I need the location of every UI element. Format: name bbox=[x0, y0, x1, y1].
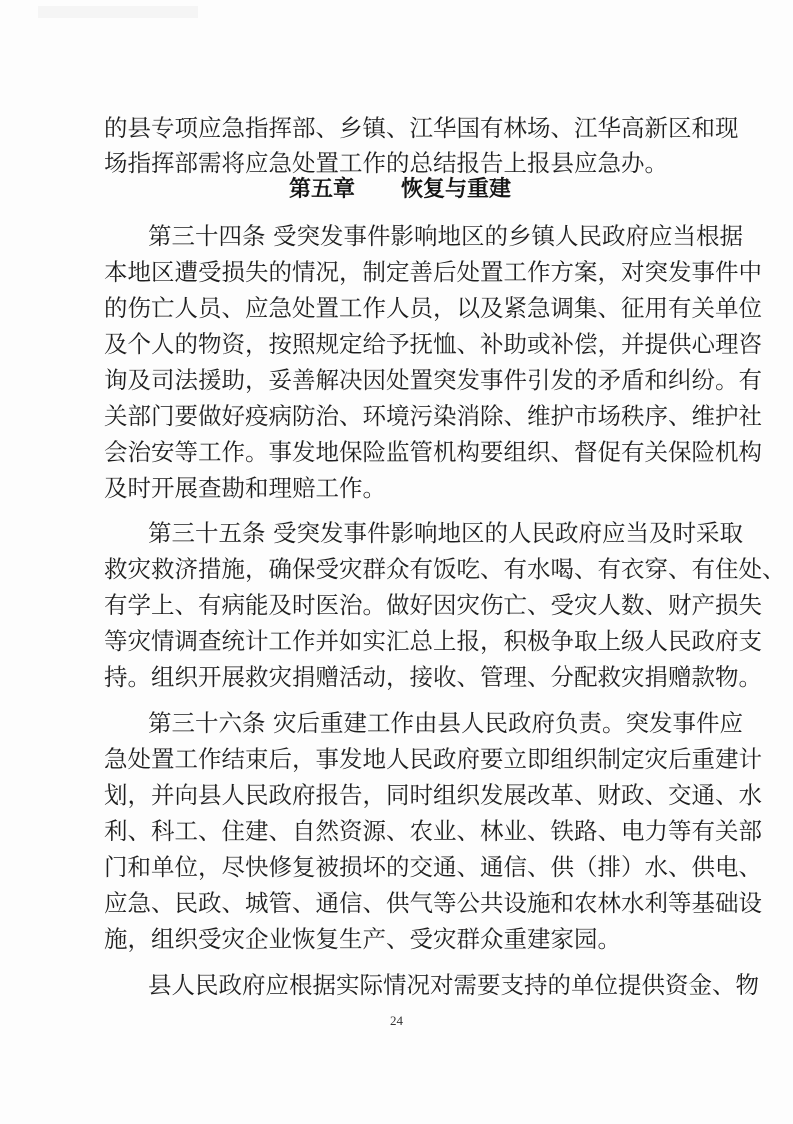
paragraph-line: 关部门要做好疫病防治、环境污染消除、维护市场秩序、维护社 bbox=[104, 402, 762, 430]
text-line: 的县专项应急指挥部、乡镇、江华国有林场、江华高新区和现 bbox=[104, 114, 739, 142]
paragraph-line: 会治安等工作。事发地保险监管机构要组织、督促有关保险机构 bbox=[104, 438, 762, 466]
paragraph-line: 的伤亡人员、应急处置工作人员，以及紧急调集、征用有关单位 bbox=[104, 294, 762, 322]
chapter-number: 第五章 bbox=[288, 177, 355, 202]
paragraph-line: 持。组织开展救灾捐赠活动，接收、管理、分配救灾捐赠款物。 bbox=[104, 663, 762, 691]
page-number: 24 bbox=[390, 1013, 403, 1028]
paragraph-line: 施，组织受灾企业恢复生产、受灾群众重建家园。 bbox=[104, 925, 621, 953]
scan-artifact bbox=[38, 6, 198, 18]
paragraph-line: 应急、民政、城管、通信、供气等公共设施和农林水利等基础设 bbox=[104, 889, 762, 917]
paragraph-line: 利、科工、住建、自然资源、农业、林业、铁路、电力等有关部 bbox=[104, 817, 762, 845]
paragraph-line: 第三十五条 受突发事件影响地区的人民政府应当及时采取 bbox=[148, 519, 743, 547]
paragraph-line: 县人民政府应根据实际情况对需要支持的单位提供资金、物 bbox=[148, 971, 759, 999]
paragraph-line: 及时开展查勘和理赔工作。 bbox=[104, 474, 386, 502]
paragraph-line: 及个人的物资，按照规定给予抚恤、补助或补偿，并提供心理咨 bbox=[104, 330, 762, 358]
paragraph-line: 急处置工作结束后，事发地人民政府要立即组织制定灾后重建计 bbox=[104, 745, 762, 773]
paragraph-line: 救灾救济措施，确保受灾群众有饭吃、有水喝、有衣穿、有住处、 bbox=[104, 555, 786, 583]
paragraph-line: 本地区遭受损失的情况，制定善后处置工作方案，对突发事件中 bbox=[104, 258, 762, 286]
chapter-title: 恢复与重建 bbox=[401, 177, 512, 202]
paragraph-line: 等灾情调查统计工作并如实汇总上报，积极争取上级人民政府支 bbox=[104, 627, 762, 655]
chapter-heading bbox=[104, 172, 696, 208]
paragraph-line: 询及司法援助，妥善解决因处置突发事件引发的矛盾和纠纷。有 bbox=[104, 366, 762, 394]
paragraph-line: 第三十六条 灾后重建工作由县人民政府负责。突发事件应 bbox=[148, 709, 743, 737]
paragraph-line: 第三十四条 受突发事件影响地区的乡镇人民政府应当根据 bbox=[148, 222, 743, 250]
paragraph-line: 门和单位，尽快修复被损坏的交通、通信、供（排）水、供电、 bbox=[104, 853, 762, 881]
paragraph-line: 有学上、有病能及时医治。做好因灾伤亡、受灾人数、财产损失 bbox=[104, 591, 762, 619]
text-line: 场指挥部需将应急处置工作的总结报告上报县应急办。 bbox=[104, 149, 668, 177]
paragraph-line: 划，并向县人民政府报告，同时组织发展改革、财政、交通、水 bbox=[104, 781, 762, 809]
